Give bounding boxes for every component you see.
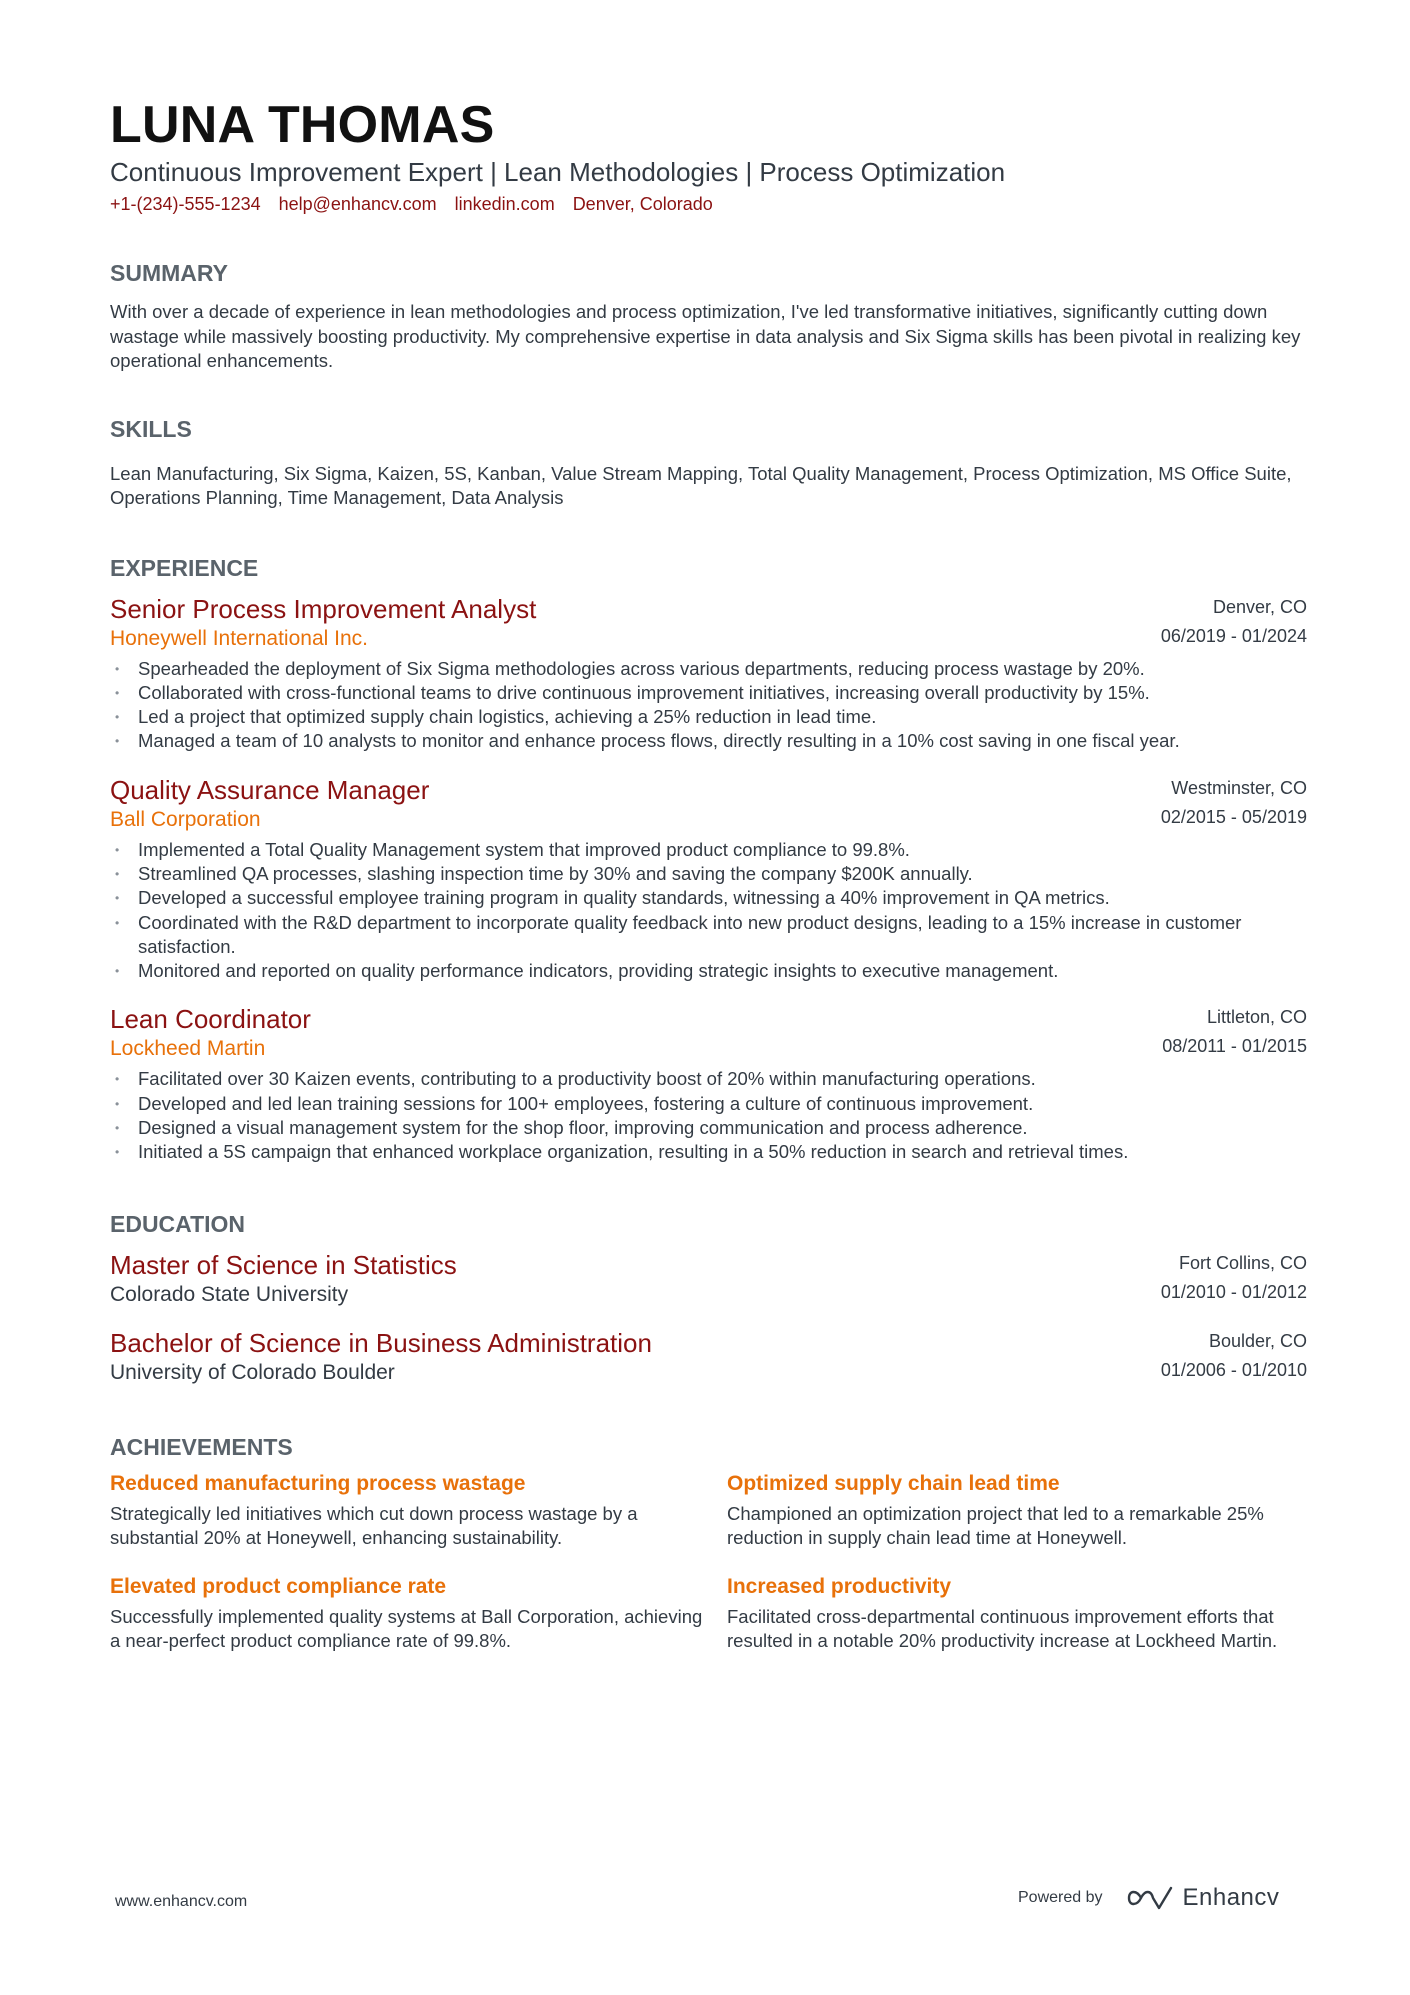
achievement-title: Increased productivity bbox=[727, 1574, 952, 1598]
bullet-item: • Monitored and reported on quality performance indicators, providing strategic insights to executive management. bbox=[110, 959, 1307, 983]
achievement-title: Optimized supply chain lead time bbox=[727, 1471, 1060, 1495]
achievement-item bbox=[110, 1470, 727, 1551]
contact-linkedin[interactable]: linkedin.com bbox=[454, 194, 555, 214]
achievement-text: Facilitated cross-departmental continuous improvement efforts that resulted in a notable 20% productivity increase at Lockheed Martin. bbox=[727, 1605, 1278, 1652]
candidate-headline: Continuous Improvement Expert | Lean Methodologies | Process Optimization bbox=[110, 157, 1006, 187]
summary-heading: SUMMARY bbox=[110, 260, 228, 286]
experience-entry bbox=[110, 593, 1307, 754]
bullet-item: • Collaborated with cross-functional teams to drive continuous improvement initiatives, increasing overall productivity by 15%. bbox=[110, 681, 1307, 705]
contact-location: Denver, Colorado bbox=[572, 194, 713, 214]
achievement-item bbox=[110, 1573, 727, 1654]
education-meta bbox=[1161, 1327, 1307, 1385]
achievement-text: Strategically led initiatives which cut down process wastage by a substantial 20% at Honeywell, enhancing sustainability. bbox=[110, 1502, 638, 1549]
contact-row bbox=[110, 192, 1307, 216]
achievement-title: Elevated product compliance rate bbox=[110, 1574, 447, 1598]
footer-branding bbox=[1018, 1884, 1279, 1912]
achievement-title: Reduced manufacturing process wastage bbox=[110, 1471, 526, 1495]
bullet-item: • Streamlined QA processes, slashing inspection time by 30% and saving the company $200K annually. bbox=[110, 862, 1307, 886]
bullet-item: • Implemented a Total Quality Management system that improved product compliance to 99.8%. bbox=[110, 838, 1307, 862]
education-heading: EDUCATION bbox=[110, 1210, 246, 1237]
education-location: Boulder, CO bbox=[1208, 1330, 1307, 1351]
job-header bbox=[110, 593, 1307, 653]
experience-section bbox=[110, 553, 1307, 1165]
job-bullets bbox=[110, 657, 1307, 754]
degree-title: Master of Science in Statistics bbox=[110, 1249, 457, 1280]
job-company: Lockheed Martin bbox=[110, 1037, 266, 1061]
candidate-name: LUNA THOMAS bbox=[110, 96, 495, 154]
education-dates: 01/2010 - 01/2012 bbox=[1160, 1281, 1307, 1302]
skills-heading: SKILLS bbox=[110, 415, 192, 442]
footer-website[interactable]: www.enhancv.com bbox=[115, 1893, 248, 1910]
job-bullets bbox=[110, 1067, 1307, 1164]
job-location: Denver, CO bbox=[1212, 596, 1307, 617]
job-meta bbox=[1162, 1003, 1307, 1061]
achievement-item bbox=[727, 1573, 1307, 1654]
education-header bbox=[110, 1327, 1307, 1387]
job-bullets bbox=[110, 838, 1307, 984]
degree-title: Bachelor of Science in Business Administration bbox=[110, 1327, 652, 1358]
achievements-grid bbox=[110, 1470, 1307, 1654]
school-name: University of Colorado Boulder bbox=[110, 1360, 395, 1384]
bullet-item: • Spearheaded the deployment of Six Sigma methodologies across various departments, reducing process wastage by 20%. bbox=[110, 657, 1307, 681]
job-location: Westminster, CO bbox=[1171, 777, 1307, 798]
education-left bbox=[110, 1327, 652, 1387]
skills-section bbox=[110, 414, 1307, 511]
job-title: Lean Coordinator bbox=[110, 1004, 311, 1035]
job-company: Honeywell International Inc. bbox=[110, 626, 368, 650]
education-section bbox=[110, 1209, 1307, 1387]
job-header bbox=[110, 774, 1307, 834]
achievement-text: Successfully implemented quality systems at Ball Corporation, achieving a near-perfect product compliance rate of 99.8%. bbox=[110, 1605, 703, 1652]
bullet-item: • Designed a visual management system for the shop floor, improving communication and process adherence. bbox=[110, 1116, 1307, 1140]
contact-email[interactable]: help@enhancv.com bbox=[278, 194, 437, 214]
achievement-text: Championed an optimization project that led to a remarkable 25% reduction in supply chain lead time at Honeywell. bbox=[727, 1502, 1264, 1549]
summary-section bbox=[110, 258, 1307, 374]
education-dates: 01/2006 - 01/2010 bbox=[1160, 1359, 1307, 1380]
job-dates: 08/2011 - 01/2015 bbox=[1162, 1036, 1307, 1057]
job-company: Ball Corporation bbox=[110, 807, 261, 831]
education-left bbox=[110, 1249, 457, 1309]
job-title: Quality Assurance Manager bbox=[110, 774, 430, 805]
job-meta bbox=[1161, 593, 1307, 651]
education-header bbox=[110, 1249, 1307, 1309]
job-left bbox=[110, 593, 536, 653]
enhancv-brand[interactable] bbox=[1127, 1884, 1280, 1912]
resume-header bbox=[110, 95, 1307, 216]
powered-by-label: Powered by bbox=[1018, 1889, 1103, 1906]
job-location: Littleton, CO bbox=[1206, 1007, 1307, 1028]
experience-entry bbox=[110, 1003, 1307, 1164]
bullet-item: • Initiated a 5S campaign that enhanced workplace organization, resulting in a 50% reduction in search and retrieval times. bbox=[110, 1140, 1307, 1164]
education-entry bbox=[110, 1249, 1307, 1309]
experience-heading: EXPERIENCE bbox=[110, 554, 259, 581]
bullet-item: • Coordinated with the R&D department to incorporate quality feedback into new product designs, leading to a 15% increase in customer satisfaction. bbox=[110, 911, 1307, 960]
summary-text: With over a decade of experience in lean methodologies and process optimization, I've led transformative initiatives, significantly cutting down wastage while massively boosting productivity. My comprehensive expertise in data analysis and Six Sigma skills has been pivotal in realizing key operational enhancements. bbox=[110, 301, 1301, 371]
enhancv-logo-icon bbox=[1127, 1886, 1173, 1910]
bullet-item: • Led a project that optimized supply chain logistics, achieving a 25% reduction in lead time. bbox=[110, 705, 1307, 729]
job-dates: 06/2019 - 01/2024 bbox=[1160, 625, 1307, 646]
achievements-section bbox=[110, 1432, 1307, 1654]
education-location: Fort Collins, CO bbox=[1178, 1252, 1307, 1273]
job-meta bbox=[1161, 774, 1307, 832]
job-left bbox=[110, 774, 429, 834]
achievement-item bbox=[727, 1470, 1307, 1551]
experience-entry bbox=[110, 774, 1307, 984]
brand-name: Enhancv bbox=[1182, 1884, 1280, 1911]
job-left bbox=[110, 1003, 311, 1063]
contact-phone[interactable]: +1-(234)-555-1234 bbox=[110, 194, 261, 214]
bullet-item: • Developed and led lean training sessions for 100+ employees, fostering a culture of continuous improvement. bbox=[110, 1092, 1307, 1116]
education-meta bbox=[1161, 1249, 1307, 1307]
bullet-item: • Facilitated over 30 Kaizen events, contributing to a productivity boost of 20% within manufacturing operations. bbox=[110, 1067, 1307, 1091]
bullet-item: • Developed a successful employee training program in quality standards, witnessing a 40% improvement in QA metrics. bbox=[110, 886, 1307, 910]
achievements-heading: ACHIEVEMENTS bbox=[110, 1433, 293, 1460]
job-title: Senior Process Improvement Analyst bbox=[110, 593, 537, 624]
bullet-item: • Managed a team of 10 analysts to monitor and enhance process flows, directly resulting in a 10% cost saving in one fiscal year. bbox=[110, 729, 1307, 753]
job-dates: 02/2015 - 05/2019 bbox=[1160, 806, 1307, 827]
education-entry bbox=[110, 1327, 1307, 1387]
skills-text: Lean Manufacturing, Six Sigma, Kaizen, 5S, Kanban, Value Stream Mapping, Total Quality Management, Process Optimization, MS Office Suite, Operations Planning, Time Management, Data Analysis bbox=[110, 462, 1292, 508]
resume-page bbox=[110, 95, 1307, 1654]
job-header bbox=[110, 1003, 1307, 1063]
school-name: Colorado State University bbox=[110, 1282, 349, 1306]
